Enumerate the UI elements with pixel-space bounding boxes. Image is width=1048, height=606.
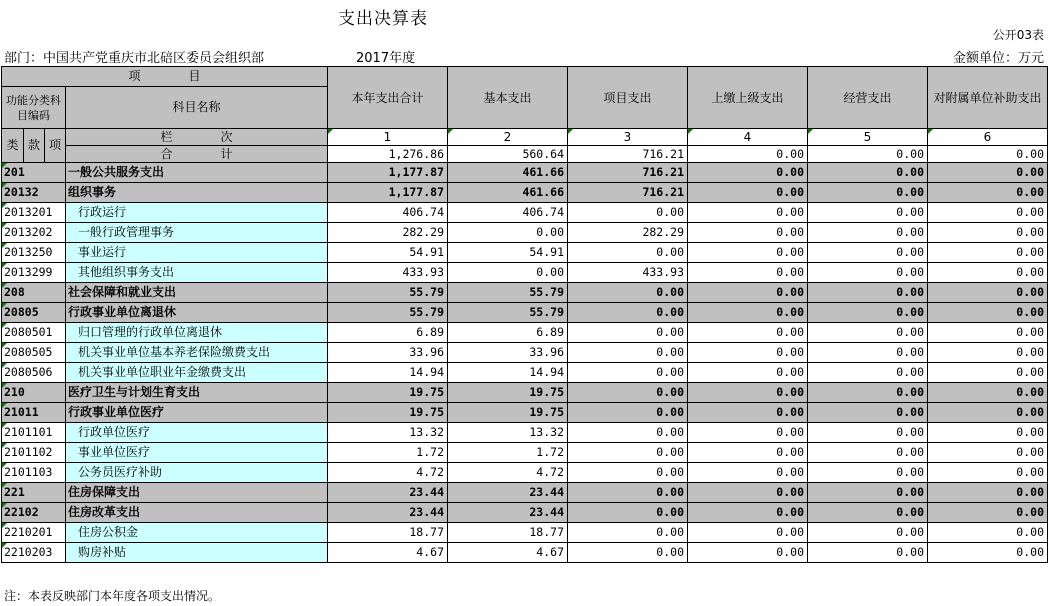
total-cell: 560.64 [448, 146, 568, 163]
subject-name: 行政事业单位医疗 [66, 403, 328, 423]
amount-cell: 716.21 [568, 183, 688, 203]
table-row [2, 303, 1048, 323]
amount-cell: 0.00 [688, 403, 808, 423]
amount-cell: 0.00 [688, 303, 808, 323]
amount-cell: 0.00 [808, 403, 928, 423]
amount-cell: 0.00 [928, 303, 1048, 323]
total-cell: 1,276.86 [328, 146, 448, 163]
subject-code: 2013201 [2, 203, 66, 223]
amount-cell: 461.66 [448, 163, 568, 183]
subject-name: 住房改革支出 [66, 503, 328, 523]
amount-cell: 1.72 [448, 443, 568, 463]
amount-cell: 461.66 [448, 183, 568, 203]
amount-cell: 0.00 [928, 263, 1048, 283]
subject-code: 21011 [2, 403, 66, 423]
total-cell: 0.00 [808, 146, 928, 163]
amount-cell: 0.00 [688, 263, 808, 283]
amount-cell: 18.77 [448, 523, 568, 543]
amount-cell: 0.00 [808, 383, 928, 403]
col-header-upper: 上缴上级支出 [688, 67, 808, 129]
table-row [2, 363, 1048, 383]
amount-cell: 0.00 [568, 543, 688, 563]
amount-cell: 13.32 [448, 423, 568, 443]
amount-cell: 54.91 [448, 243, 568, 263]
amount-cell: 0.00 [568, 443, 688, 463]
amount-cell: 0.00 [568, 483, 688, 503]
amount-cell: 0.00 [928, 483, 1048, 503]
amount-cell: 55.79 [448, 283, 568, 303]
amount-cell: 0.00 [688, 363, 808, 383]
subject-code: 2013299 [2, 263, 66, 283]
table-row [2, 163, 1048, 183]
fiscal-year: 2017年度 [356, 51, 416, 66]
amount-cell: 0.00 [688, 283, 808, 303]
table-row [2, 463, 1048, 483]
subject-name: 一般行政管理事务 [66, 223, 328, 243]
amount-cell: 55.79 [328, 283, 448, 303]
amount-cell: 19.75 [448, 403, 568, 423]
amount-cell: 0.00 [928, 503, 1048, 523]
amount-cell: 55.79 [448, 303, 568, 323]
amount-cell: 282.29 [328, 223, 448, 243]
amount-cell: 0.00 [928, 463, 1048, 483]
amount-cell: 0.00 [808, 523, 928, 543]
amount-cell: 0.00 [688, 243, 808, 263]
subject-code: 210 [2, 383, 66, 403]
subject-name: 组织事务 [66, 183, 328, 203]
subject-name: 住房公积金 [66, 523, 328, 543]
table-row [2, 243, 1048, 263]
amount-cell: 0.00 [928, 183, 1048, 203]
subject-name: 归口管理的行政单位离退休 [66, 323, 328, 343]
amount-cell: 54.91 [328, 243, 448, 263]
col-header-operating: 经营支出 [808, 67, 928, 129]
subject-name: 机关事业单位基本养老保险缴费支出 [66, 343, 328, 363]
page-title: 支出决算表 [338, 9, 428, 29]
lanci-label: 栏 次 [66, 129, 328, 146]
col-header-basic: 基本支出 [448, 67, 568, 129]
amount-cell: 0.00 [808, 183, 928, 203]
amount-cell: 0.00 [808, 203, 928, 223]
amount-cell: 0.00 [568, 363, 688, 383]
subject-name: 其他组织事务支出 [66, 263, 328, 283]
amount-cell: 0.00 [688, 163, 808, 183]
col-num-3: 3 [568, 129, 688, 146]
amount-cell: 0.00 [688, 203, 808, 223]
amount-cell: 55.79 [328, 303, 448, 323]
amount-cell: 0.00 [568, 503, 688, 523]
amount-cell: 19.75 [328, 383, 448, 403]
table-row [2, 383, 1048, 403]
header-row-item [2, 67, 1048, 87]
table-row [2, 183, 1048, 203]
subject-name: 社会保障和就业支出 [66, 283, 328, 303]
amount-cell: 18.77 [328, 523, 448, 543]
amount-cell: 0.00 [448, 263, 568, 283]
amount-cell: 0.00 [928, 323, 1048, 343]
subject-name-header: 科目名称 [66, 87, 328, 129]
amount-cell: 0.00 [928, 223, 1048, 243]
amount-cell: 0.00 [688, 423, 808, 443]
col-num-4: 4 [688, 129, 808, 146]
total-cell: 716.21 [568, 146, 688, 163]
subject-code: 20805 [2, 303, 66, 323]
table-row [2, 283, 1048, 303]
table-row [2, 483, 1048, 503]
amount-cell: 0.00 [808, 363, 928, 383]
amount-cell: 0.00 [688, 183, 808, 203]
amount-cell: 1.72 [328, 443, 448, 463]
item-header: 项 目 [2, 67, 328, 87]
amount-cell: 23.44 [328, 483, 448, 503]
amount-cell: 0.00 [688, 223, 808, 243]
amount-cell: 14.94 [448, 363, 568, 383]
amount-cell: 0.00 [808, 443, 928, 463]
amount-cell: 0.00 [808, 263, 928, 283]
amount-cell: 0.00 [808, 483, 928, 503]
expenditure-table [1, 66, 1048, 563]
amount-cell: 406.74 [328, 203, 448, 223]
table-row [2, 403, 1048, 423]
amount-cell: 0.00 [688, 543, 808, 563]
amount-cell: 0.00 [688, 483, 808, 503]
amount-cell: 0.00 [688, 463, 808, 483]
amount-cell: 0.00 [568, 383, 688, 403]
func-code-header: 功能分类科目编码 [2, 87, 66, 129]
amount-cell: 0.00 [568, 523, 688, 543]
subject-code: 2210201 [2, 523, 66, 543]
amount-cell: 0.00 [928, 443, 1048, 463]
amount-cell: 23.44 [448, 483, 568, 503]
amount-cell: 0.00 [808, 543, 928, 563]
amount-cell: 13.32 [328, 423, 448, 443]
subject-code: 2013202 [2, 223, 66, 243]
subject-code: 2080505 [2, 343, 66, 363]
amount-cell: 0.00 [688, 523, 808, 543]
col-num-2: 2 [448, 129, 568, 146]
amount-cell: 0.00 [928, 343, 1048, 363]
subject-name: 医疗卫生与计划生育支出 [66, 383, 328, 403]
amount-cell: 0.00 [928, 403, 1048, 423]
amount-cell: 0.00 [928, 363, 1048, 383]
subject-code: 2101102 [2, 443, 66, 463]
amount-cell: 33.96 [328, 343, 448, 363]
table-row [2, 503, 1048, 523]
subject-name: 事业单位医疗 [66, 443, 328, 463]
amount-cell: 0.00 [568, 343, 688, 363]
subject-code: 20132 [2, 183, 66, 203]
amount-cell: 0.00 [568, 403, 688, 423]
col-header-project: 项目支出 [568, 67, 688, 129]
total-cell: 0.00 [928, 146, 1048, 163]
amount-cell: 0.00 [808, 343, 928, 363]
amount-cell: 0.00 [928, 543, 1048, 563]
subject-code: 2080501 [2, 323, 66, 343]
table-row [2, 443, 1048, 463]
amount-cell: 0.00 [928, 163, 1048, 183]
amount-cell: 433.93 [328, 263, 448, 283]
amount-cell: 0.00 [448, 223, 568, 243]
subject-name: 行政单位医疗 [66, 423, 328, 443]
xiang-header: 项 [45, 129, 66, 163]
subject-name: 公务员医疗补助 [66, 463, 328, 483]
amount-cell: 433.93 [568, 263, 688, 283]
amount-cell: 0.00 [928, 203, 1048, 223]
subject-code: 201 [2, 163, 66, 183]
amount-cell: 0.00 [808, 323, 928, 343]
kuan-header: 款 [24, 129, 45, 163]
amount-cell: 0.00 [688, 383, 808, 403]
table-row [2, 343, 1048, 363]
amount-cell: 0.00 [688, 503, 808, 523]
amount-cell: 19.75 [448, 383, 568, 403]
total-label: 合 计 [66, 146, 328, 163]
amount-cell: 0.00 [808, 423, 928, 443]
col-header-subsidy: 对附属单位补助支出 [928, 67, 1048, 129]
amount-cell: 0.00 [568, 283, 688, 303]
amount-cell: 0.00 [808, 283, 928, 303]
table-row [2, 523, 1048, 543]
subject-code: 2013250 [2, 243, 66, 263]
subject-code: 22102 [2, 503, 66, 523]
amount-cell: 0.00 [928, 283, 1048, 303]
table-row [2, 203, 1048, 223]
header-row-lanci [2, 129, 1048, 146]
amount-cell: 0.00 [568, 303, 688, 323]
amount-cell: 0.00 [568, 463, 688, 483]
amount-cell: 0.00 [808, 303, 928, 323]
amount-cell: 14.94 [328, 363, 448, 383]
amount-cell: 0.00 [568, 323, 688, 343]
amount-cell: 4.72 [328, 463, 448, 483]
amount-cell: 23.44 [328, 503, 448, 523]
footnote: 注：本表反映部门本年度各项支出情况。 [4, 589, 221, 603]
amount-cell: 0.00 [568, 423, 688, 443]
subject-name: 机关事业单位职业年金缴费支出 [66, 363, 328, 383]
amount-cell: 0.00 [688, 343, 808, 363]
amount-cell: 23.44 [448, 503, 568, 523]
total-row [2, 146, 1048, 163]
amount-cell: 4.67 [448, 543, 568, 563]
subject-name: 行政运行 [66, 203, 328, 223]
form-number: 公开03表 [992, 28, 1044, 42]
subject-name: 事业运行 [66, 243, 328, 263]
amount-cell: 4.67 [328, 543, 448, 563]
amount-cell: 0.00 [808, 243, 928, 263]
amount-unit: 金额单位：万元 [952, 51, 1044, 66]
table-row [2, 423, 1048, 443]
table-row [2, 323, 1048, 343]
amount-cell: 0.00 [808, 163, 928, 183]
amount-cell: 716.21 [568, 163, 688, 183]
subject-code: 2101103 [2, 463, 66, 483]
amount-cell: 282.29 [568, 223, 688, 243]
amount-cell: 0.00 [808, 503, 928, 523]
subject-name: 行政事业单位离退休 [66, 303, 328, 323]
table-row [2, 263, 1048, 283]
amount-cell: 0.00 [928, 383, 1048, 403]
amount-cell: 0.00 [568, 243, 688, 263]
amount-cell: 6.89 [328, 323, 448, 343]
subject-code: 208 [2, 283, 66, 303]
lei-header: 类 [2, 129, 24, 163]
amount-cell: 1,177.87 [328, 183, 448, 203]
col-num-6: 6 [928, 129, 1048, 146]
amount-cell: 1,177.87 [328, 163, 448, 183]
amount-cell: 0.00 [688, 443, 808, 463]
subject-code: 221 [2, 483, 66, 503]
amount-cell: 0.00 [928, 423, 1048, 443]
amount-cell: 0.00 [688, 323, 808, 343]
subject-name: 住房保障支出 [66, 483, 328, 503]
total-cell: 0.00 [688, 146, 808, 163]
table-row [2, 543, 1048, 563]
amount-cell: 6.89 [448, 323, 568, 343]
col-num-1: 1 [328, 129, 448, 146]
table-row [2, 223, 1048, 243]
subject-name: 购房补贴 [66, 543, 328, 563]
amount-cell: 0.00 [808, 463, 928, 483]
col-header-total: 本年支出合计 [328, 67, 448, 129]
amount-cell: 4.72 [448, 463, 568, 483]
amount-cell: 0.00 [568, 203, 688, 223]
subject-name: 一般公共服务支出 [66, 163, 328, 183]
amount-cell: 0.00 [808, 223, 928, 243]
subject-code: 2101101 [2, 423, 66, 443]
amount-cell: 19.75 [328, 403, 448, 423]
amount-cell: 0.00 [928, 523, 1048, 543]
amount-cell: 33.96 [448, 343, 568, 363]
amount-cell: 0.00 [928, 243, 1048, 263]
col-num-5: 5 [808, 129, 928, 146]
department-label: 部门：中国共产党重庆市北碚区委员会组织部 [4, 51, 265, 66]
subject-code: 2080506 [2, 363, 66, 383]
subject-code: 2210203 [2, 543, 66, 563]
amount-cell: 406.74 [448, 203, 568, 223]
